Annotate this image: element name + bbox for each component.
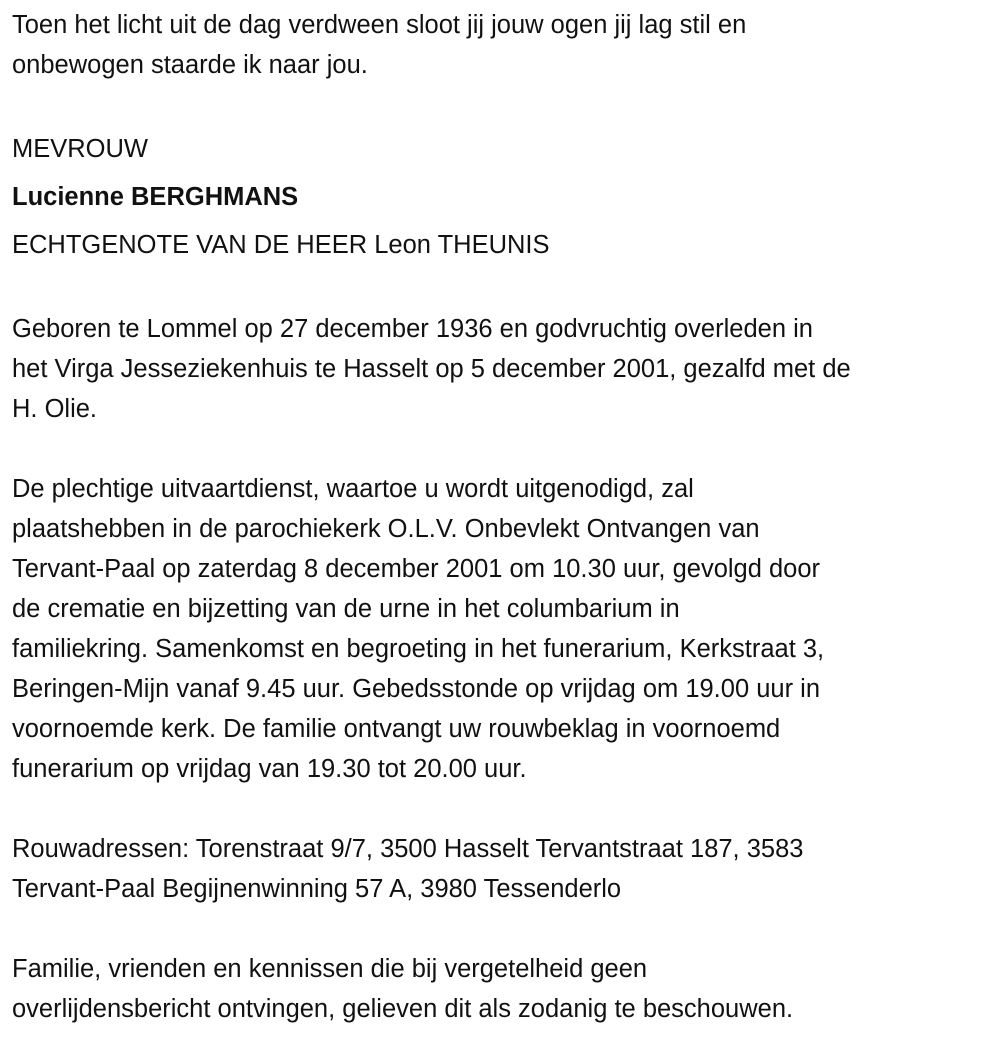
text-line: de crematie en bijzetting van de urne in het columbarium in bbox=[12, 595, 680, 623]
text-line: Beringen-Mijn vanaf 9.45 uur. Gebedsstonde op vrijdag om 19.00 uur in bbox=[12, 675, 821, 703]
text-line: Tervant-Paal Begijnenwinning 57 A, 3980 Tessenderlo bbox=[12, 875, 622, 903]
deceased-name: Lucienne BERGHMANS bbox=[12, 183, 299, 211]
addresses-paragraph bbox=[12, 829, 1000, 909]
title: MEVROUW bbox=[12, 135, 148, 163]
text-line: voornoemde kerk. De familie ontvangt uw rouwbeklag in voornoemd bbox=[12, 715, 781, 743]
text-line: funerarium op vrijdag van 19.30 tot 20.00 uur. bbox=[12, 755, 527, 783]
text-line: H. Olie. bbox=[12, 395, 98, 423]
text-line: Toen het licht uit de dag verdween sloot jij jouw ogen jij lag stil en bbox=[12, 11, 747, 39]
spouse-line: ECHTGENOTE VAN DE HEER Leon THEUNIS bbox=[12, 231, 550, 259]
text-line: overlijdensbericht ontvingen, gelieven dit als zodanig te beschouwen. bbox=[12, 995, 794, 1023]
text-line: De plechtige uitvaartdienst, waartoe u wordt uitgenodigd, zal bbox=[12, 475, 694, 503]
text-line: onbewogen staarde ik naar jou. bbox=[12, 51, 368, 79]
funeral-paragraph bbox=[12, 469, 1000, 789]
text-line: Rouwadressen: Torenstraat 9/7, 3500 Hasselt Tervantstraat 187, 3583 bbox=[12, 835, 804, 863]
intro-paragraph bbox=[12, 5, 1000, 85]
text-line: Familie, vrienden en kennissen die bij vergetelheid geen bbox=[12, 955, 648, 983]
closing-paragraph bbox=[12, 949, 1000, 1029]
text-line: Tervant-Paal op zaterdag 8 december 2001 om 10.30 uur, gevolgd door bbox=[12, 555, 821, 583]
text-line: Geboren te Lommel op 27 december 1936 en godvruchtig overleden in bbox=[12, 315, 813, 343]
text-line: het Virga Jesseziekenhuis te Hasselt op 5 december 2001, gezalfd met de bbox=[12, 355, 851, 383]
text-line: plaatshebben in de parochiekerk O.L.V. Onbevlekt Ontvangen van bbox=[12, 515, 760, 543]
text-line: familiekring. Samenkomst en begroeting in het funerarium, Kerkstraat 3, bbox=[12, 635, 825, 663]
birth-paragraph bbox=[12, 309, 1000, 429]
